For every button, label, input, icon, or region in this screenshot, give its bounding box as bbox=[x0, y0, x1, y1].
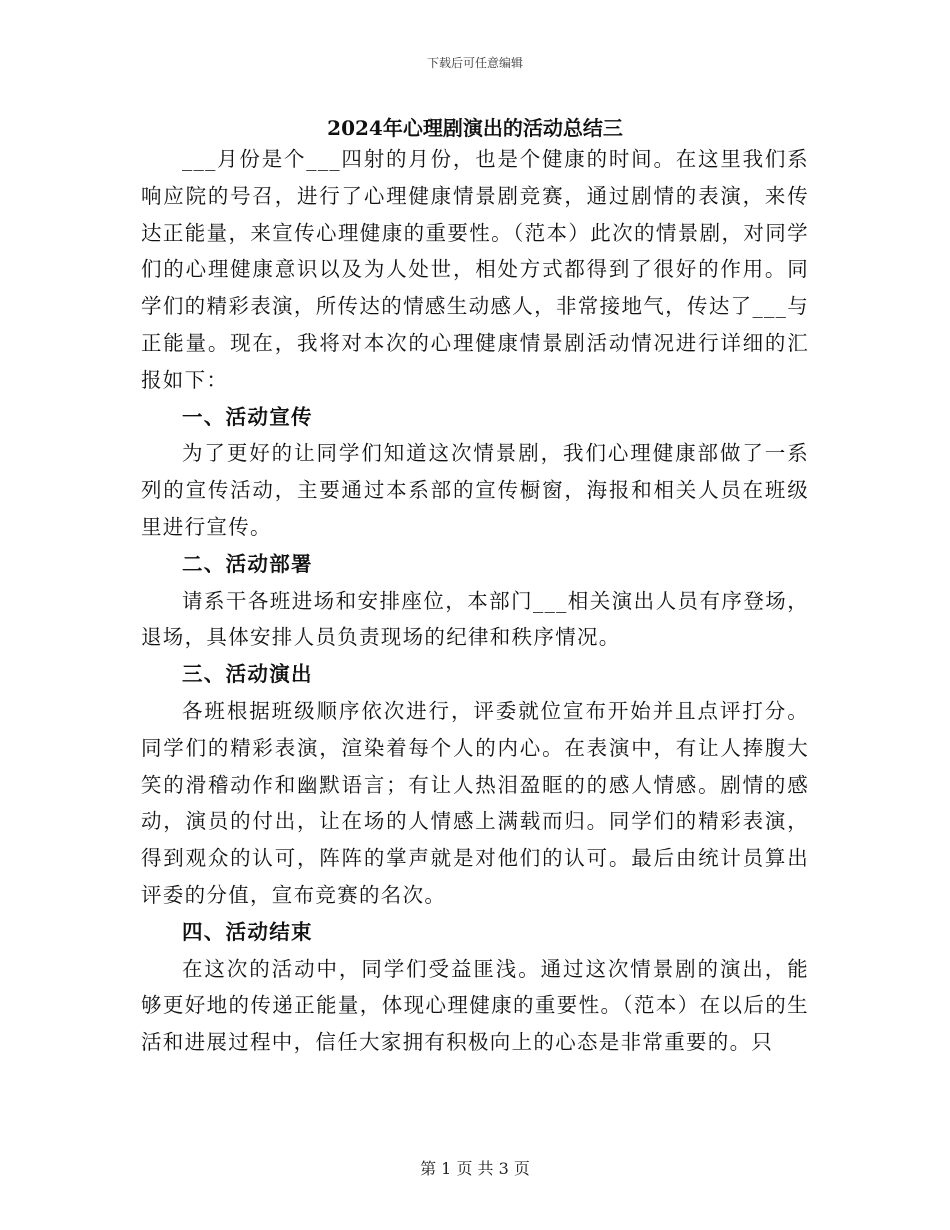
section-heading-performance: 三、活动演出 bbox=[182, 662, 313, 687]
section-body-arrangement: 请系干各班进场和安排座位，本部门___相关演出人员有序登场，退场，具体安排人员负责现场的纪律和秩序情况。 bbox=[141, 588, 809, 650]
section-heading-conclusion: 四、活动结束 bbox=[182, 919, 313, 944]
section-heading-arrangement: 二、活动部署 bbox=[182, 551, 313, 576]
intro-paragraph: ___月份是个___四射的月份，也是个健康的时间。在这里我们系响应院的号召，进行了心理健康情景剧竞赛，通过剧情的表演，来传达正能量，来宣传心理健康的重要性。（范本）此次的情景剧，对同学们的心理健康意识以及为人处世，相处方式都得到了很好的作用。同学们的精彩表演，所传达的情感生动感人，非常接地气，传达了___与正能量。现在，我将对本次的心理健康情景剧活动情况进行详细的汇报如下： bbox=[141, 147, 809, 392]
section-body-performance: 各班根据班级顺序依次进行，评委就位宣布开始并且点评打分。同学们的精彩表演，渲染着每个人的内心。在表演中，有让人捧腹大笑的滑稽动作和幽默语言；有让人热泪盈眶的的感人情感。剧情的感动，演员的付出，让在场的人情感上满载而归。同学们的精彩表演，得到观众的认可，阵阵的掌声就是对他们的认可。最后由统计员算出评委的分值，宣布竞赛的名次。 bbox=[141, 698, 809, 907]
section-heading-publicity: 一、活动宣传 bbox=[182, 404, 313, 429]
section-body-conclusion: 在这次的活动中，同学们受益匪浅。通过这次情景剧的演出，能够更好地的传递正能量，体现心理健康的重要性。（范本）在以后的生活和进展过程中，信任大家拥有积极向上的心态是非常重要的。只 bbox=[141, 956, 809, 1055]
document-body bbox=[141, 141, 809, 1061]
section-body-publicity: 为了更好的让同学们知道这次情景剧，我们心理健康部做了一系列的宣传活动，主要通过本系部的宣传橱窗，海报和相关人员在班级里进行宣传。 bbox=[141, 441, 809, 539]
page-number: 第 1 页 共 3 页 bbox=[420, 1159, 530, 1178]
header-note: 下载后可任意编辑 bbox=[426, 56, 523, 70]
document-title: 2024年心理剧演出的活动总结三 bbox=[327, 116, 623, 140]
